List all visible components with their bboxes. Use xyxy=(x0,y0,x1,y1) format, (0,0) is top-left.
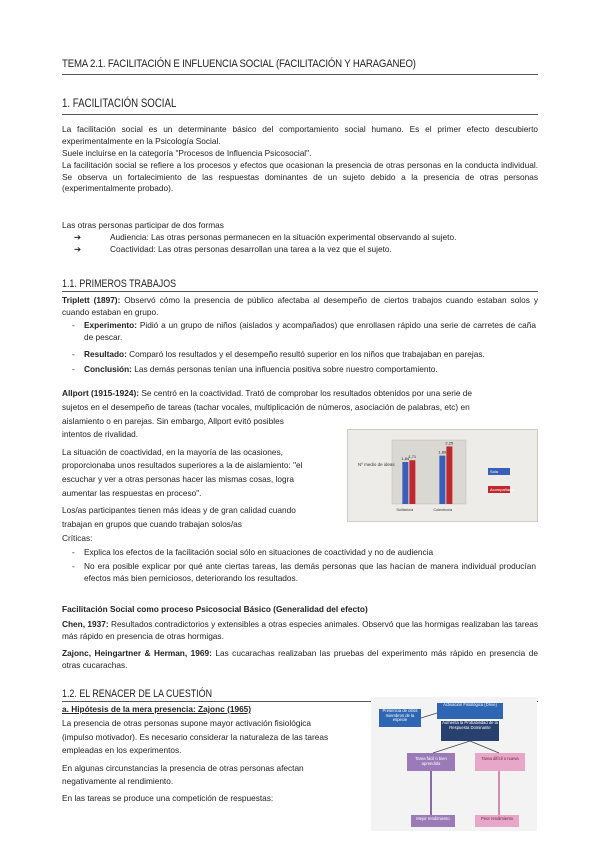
triplett-bullet-resultado xyxy=(66,349,536,361)
mera-line-5: negativamente al rendimiento. xyxy=(62,776,174,786)
forms-intro: Las otras personas participar de dos formas xyxy=(62,220,224,230)
triplett-paragraph xyxy=(62,295,538,318)
diagram-box-respuesta-dominante: Aumenta la Probabilidad de la Respuesta Dominante xyxy=(441,721,499,741)
triplett-label: Triplett (1897): xyxy=(62,295,121,305)
coact-line-6: trabajan en grupos que cuando trabajan solos/as xyxy=(62,519,242,529)
arrow-icon: ➔ xyxy=(74,244,81,254)
section-rule xyxy=(62,114,538,115)
triplett-bullet-conclusion xyxy=(66,364,536,376)
bullet-dash: - xyxy=(72,364,75,374)
mera-line-4: En algunas circunstancias la presencia de otras personas afectan xyxy=(62,763,304,773)
diagram-arrow xyxy=(421,713,437,718)
mera-line-2: (impulso motivador). Es necesario considerar la naturaleza de las tareas xyxy=(62,732,329,742)
zajonc-diagram xyxy=(371,697,537,831)
bullet-dash: - xyxy=(72,547,75,557)
chen-label: Chen, 1937: xyxy=(62,619,109,629)
diagram-arrow xyxy=(470,741,499,753)
section-heading-facilitacion: 1. FACILITACIÓN SOCIAL xyxy=(62,96,177,110)
subsection-rule xyxy=(62,291,538,292)
diagram-box-tarea-dificil: Tarea difícil o nueva xyxy=(475,753,525,771)
triplett-bullet-experimento xyxy=(66,320,536,343)
zajonc-label: Zajonc, Heingartner & Herman, 1969: xyxy=(62,648,212,658)
allport-line-1 xyxy=(62,388,538,400)
chart-ylabel: Nº medio de ideas xyxy=(358,462,395,467)
fs-proceso-heading: Facilitación Social como proceso Psicosocial Básico (Generalidad del efecto) xyxy=(62,604,368,614)
form-text: Coactividad: Las otras personas desarrollan una tarea a la vez que el sujeto. xyxy=(110,244,392,254)
coact-line-4: aumentar las respuestas en proceso". xyxy=(62,488,202,498)
allport-label: Allport (1915-1924): xyxy=(62,388,140,398)
chart-bar xyxy=(439,456,445,504)
critic-item-2 xyxy=(66,561,536,584)
form-item-coactividad xyxy=(74,244,392,256)
chart-category-label: Solitario/a xyxy=(396,508,414,512)
chart-bar xyxy=(402,462,408,504)
allport-line-2: sujetos en el desempeño de tareas (tachar vocales, multiplicación de números, asociación de palabras, etc) en xyxy=(62,402,470,412)
diagram-box-peor-rendimiento: Peor rendimiento xyxy=(475,815,519,827)
critic-text: Explica los efectos de la facilitación social sólo en situaciones de coactividad y no de audiencia xyxy=(84,547,434,557)
bullet-label: Conclusión: xyxy=(84,364,132,374)
diagram-arrows xyxy=(371,697,537,831)
mera-line-3: empleadas en los experimentos. xyxy=(62,745,182,755)
intro-paragraph-1: La facilitación social es un determinante básico del comportamiento social humano. Es el primer efecto descubierto experimentalmente en la Psicología Social. xyxy=(62,124,538,146)
zajonc-paragraph xyxy=(62,648,538,671)
form-item-audiencia xyxy=(74,232,456,244)
mera-presencia-heading: a. Hipótesis de la mera presencia: Zajonc (1965) xyxy=(62,704,252,714)
intro-paragraph-2: Suele incluirse en la categoría "Procesos de Influencia Psicosocial". xyxy=(62,148,312,158)
critic-text: No era posible explicar por qué ante ciertas tareas, las demás personas que las hacían de manera individual producían efectos más bien perniciosos, deteriorando los resultados. xyxy=(84,561,536,583)
diagram-box-mejor-rendimiento: Mejor rendimiento xyxy=(411,815,455,827)
diagram-box-activacion: Activación Fisiológica (Drive) xyxy=(437,703,503,719)
chart-svg xyxy=(348,430,537,521)
chart-bar xyxy=(409,460,415,504)
chart-data-label: 2,25 xyxy=(445,440,454,446)
zajonc-text: Las cucarachas realizaban las pruebas del experimento más rápido en presencia de otras cucarachas. xyxy=(62,648,538,670)
bullet-text: Pidió a un grupo de niños (aislados y acompañados) que enrollasen rápido una serie de carretes de caña de pescar. xyxy=(84,320,536,342)
intro-paragraph-3: La facilitación social se refiere a los procesos y efectos que ocasionan la presencia de otras personas en la conducta individual. Se observa un fortalecimiento de las respuestas dominantes de un sujeto debido a la presencia de otras personas (experimentalmente probado). xyxy=(62,160,538,194)
diagram-box-presencia: Presencia de otros miembros de la especie xyxy=(379,709,421,727)
chart-legend-label: Acompañada xyxy=(490,487,514,492)
chen-text: Resultados contradictorios y extensibles a otras especies animales. Observó que las hormigas realizaban las tareas más rápido en presencia de otras hormigas. xyxy=(62,619,538,641)
document-title: TEMA 2.1. FACILITACIÓN E INFLUENCIA SOCIAL (FACILITACIÓN Y HARAGANEO) xyxy=(62,58,416,70)
bullet-text: Comparó los resultados y el desempeño resultó superior en los niños que trabajaban en parejas. xyxy=(126,349,485,359)
triplett-text: Observó cómo la presencia de público afectaba al desempeño de ciertos trabajos cuando estaban solos y cuando estaban en grupo. xyxy=(62,295,538,317)
diagram-arrow xyxy=(433,741,470,753)
allport-line-4: intentos de rivalidad. xyxy=(62,429,139,439)
bullet-label: Experimento: xyxy=(84,320,138,330)
mera-line-6: En las tareas se produce una competición de respuestas: xyxy=(62,793,274,803)
coactividad-chart xyxy=(347,429,538,522)
critic-item-1 xyxy=(66,547,536,559)
subsection-heading-primeros-trabajos: 1.1. PRIMEROS TRABAJOS xyxy=(62,278,177,290)
allport-line-3: aislamiento o en parejas. Sin embargo, Allport evitó posibles xyxy=(62,416,284,426)
chen-paragraph xyxy=(62,619,538,642)
bullet-label: Resultado: xyxy=(84,349,127,359)
chart-data-label: 1,71 xyxy=(408,454,417,460)
form-text: Audiencia: Las otras personas permanecen en la situación experimental observando al sujeto. xyxy=(110,232,457,242)
allport-text: Se centró en la coactividad. Trató de comprobar los resultados obtenidos por una serie de xyxy=(139,388,473,398)
bullet-text: Las demás personas tenían una influencia positiva sobre nuestro comportamiento. xyxy=(131,364,438,374)
subsection-heading-renacer: 1.2. EL RENACER DE LA CUESTIÓN xyxy=(62,688,213,700)
bullet-dash: - xyxy=(72,561,75,571)
chart-data-label: 1,89 xyxy=(438,449,447,455)
mera-line-1: La presencia de otras personas supone mayor activación fisiológica xyxy=(62,718,312,728)
title-rule xyxy=(62,74,538,75)
coact-line-5: Los/as participantes tienen más ideas y de gran calidad cuando xyxy=(62,505,296,515)
critics-label: Críticas: xyxy=(62,533,93,543)
chart-data-label: 1,64 xyxy=(401,456,410,462)
chart-legend-label: Sola xyxy=(490,469,499,474)
diagram-box-tarea-facil: Tarea fácil o bien aprendida xyxy=(407,753,455,771)
arrow-icon: ➔ xyxy=(74,232,81,242)
coact-line-2: proporcionaba unos resultados superiores a la de aislamiento: "el xyxy=(62,460,303,470)
chart-category-label: Colectivo/a xyxy=(433,508,453,512)
coact-line-3: escuchar y ver a otras personas hacer las mismas cosas, logra xyxy=(62,474,294,484)
coact-line-1: La situación de coactividad, en la mayoría de las ocasiones, xyxy=(62,447,283,457)
bullet-dash: - xyxy=(72,349,75,359)
bullet-dash: - xyxy=(72,320,75,330)
chart-bar xyxy=(446,446,452,504)
